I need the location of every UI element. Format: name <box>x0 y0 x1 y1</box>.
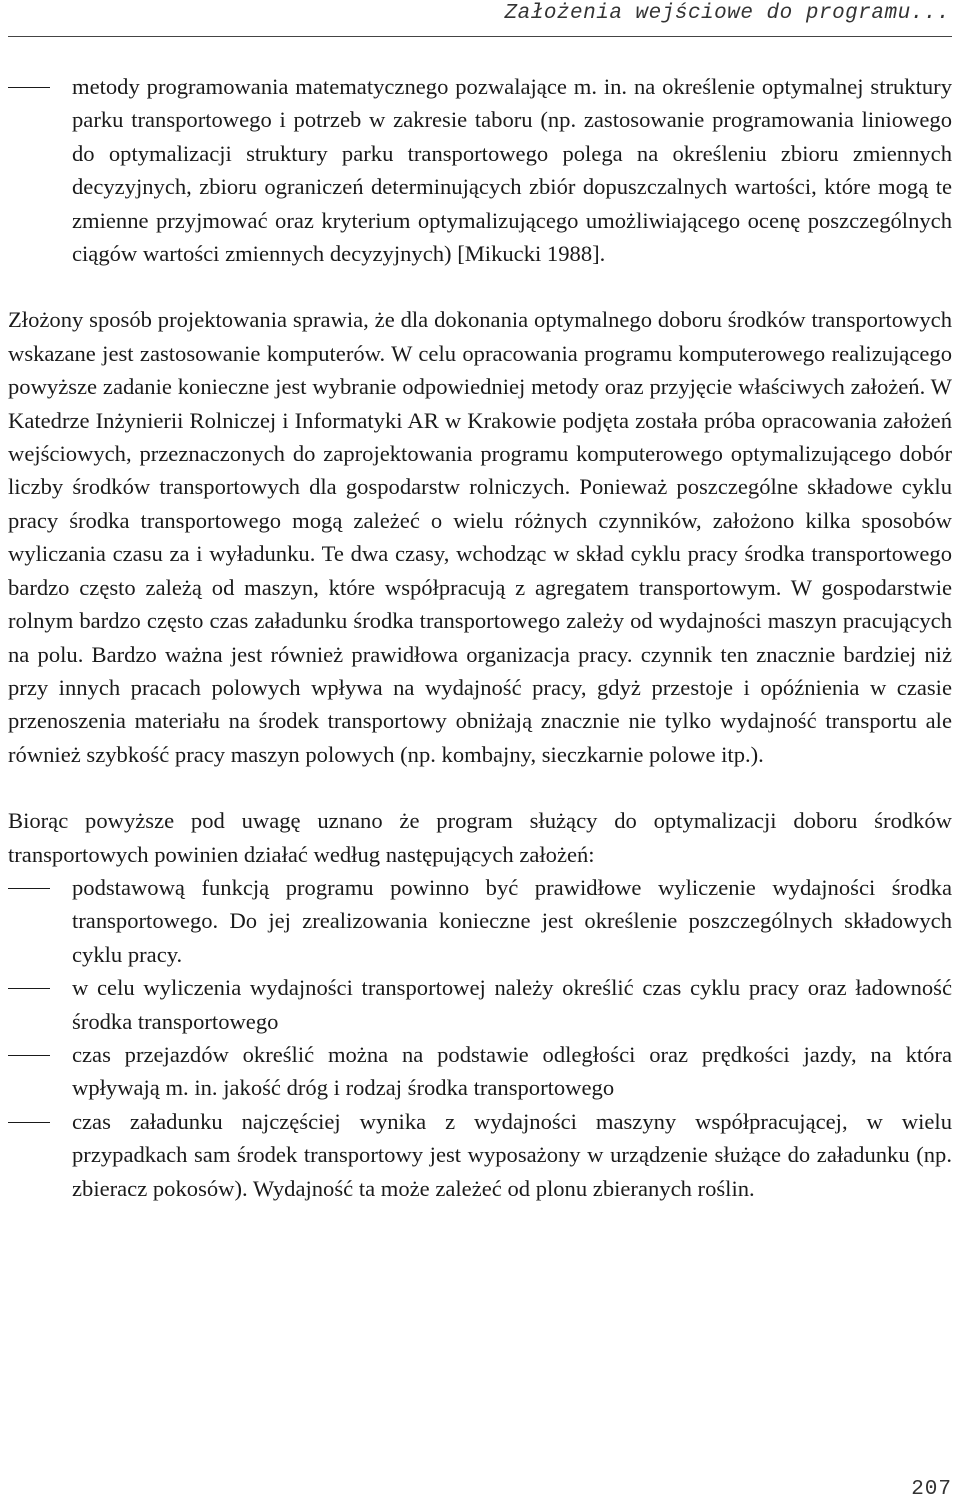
dash-marker <box>8 1055 50 1056</box>
paragraph: Złożony sposób projektowania sprawia, że dla dokonania optymalnego doboru środków transportowych wskazane jest zastosowanie komputerów. W celu opracowania programu komputerowego realizującego powyższe zadanie konieczne jest wybranie odpowiedniej metody oraz przyjęcie właściwych założeń. W Katedrze Inżynierii Rolniczej i Informatyki AR w Krakowie podjęta została próba opracowania założeń wejściowych, przeznaczonych do zaprojektowania programu komputerowego optymalizującego dobór liczby środków transportowych dla gospodarstw rolniczych. Ponieważ poszczególne składowe cyklu pracy środka transportowego mogą zależeć o wielu różnych czynników, założono kilka sposobów wyliczania czasu za i wyładunku. Te dwa czasy, wchodząc w skład cyklu pracy środka transportowego bardzo często zależą od maszyn, które współpracują z agregatem transportowym. W gospodarstwie rolnym bardzo często czas załadunku środka transportowego zależy od wydajności maszyn pracujących na polu. Bardzo ważna jest również prawidłowa organizacja pracy. czynnik ten znacznie bardziej niż przy innych pracach polowych wpływa na wydajność pracy, gdyż przestoje i opóźnienia w czasie przenoszenia materiału na środek transportowy obniżają znacznie nie tylko wydajność transportu ale również szybkość pracy maszyn polowych (np. kombajny, sieczkarnie polowe itp.). <box>8 307 952 767</box>
header-rule <box>8 36 952 37</box>
bullet-text: metody programowania matematycznego pozwalające m. in. na określenie optymalnej struktury parku transportowego i potrzeb w zakresie taboru (np. zastosowanie programowania liniowego do optymalizacji struktury parku transportowego polega na określeniu zbioru zmiennych decyzyjnych, zbioru ograniczeń determinujących zbiór dopuszczalnych wartości, które mogą te zmienne przyjmować oraz kryterium optymalizującego umożliwiającego ocenę poszczególnych ciągów wartości zmiennych decyzyjnych) [Mikucki 1988]. <box>72 74 952 267</box>
assumption-item <box>8 1038 952 1105</box>
assumption-item <box>8 871 952 971</box>
assumption-item <box>8 971 952 1038</box>
assumption-text: w celu wyliczenia wydajności transportowej należy określić czas cyklu pracy oraz ładowność środka transportowego <box>72 975 952 1034</box>
assumption-text: podstawową funkcją programu powinno być prawidłowe wyliczenie wydajności środka transportowego. Do jej zrealizowania konieczne jest określenie poszczególnych składowych cyklu pracy. <box>72 874 952 967</box>
assumption-text: czas załadunku najczęściej wynika z wydajności maszyny współpracującej, w wielu przypadkach sam środek transportowy jest wyposażony w urządzenie służące do załadunku (np. zbieracz pokosów). Wydajność ta może zależeć od plonu zbieranych roślin. <box>72 1108 952 1201</box>
dash-marker <box>8 1122 50 1123</box>
document-body <box>8 70 952 1205</box>
running-header: Założenia wejściowe do programu... <box>504 2 950 25</box>
bullet-item <box>8 70 952 270</box>
dash-marker <box>8 988 50 989</box>
paragraph: Biorąc powyższe pod uwagę uznano że program służący do optymalizacji doboru środków transportowych powinien działać według następujących założeń: <box>8 808 952 867</box>
assumption-item <box>8 1105 952 1205</box>
assumption-text: czas przejazdów określić można na podstawie odległości oraz prędkości jazdy, na która wpływają m. in. jakość dróg i rodzaj środka transportowego <box>72 1041 952 1101</box>
dash-marker <box>8 888 50 889</box>
page-number: 207 <box>911 1478 952 1501</box>
dash-marker <box>8 87 50 88</box>
